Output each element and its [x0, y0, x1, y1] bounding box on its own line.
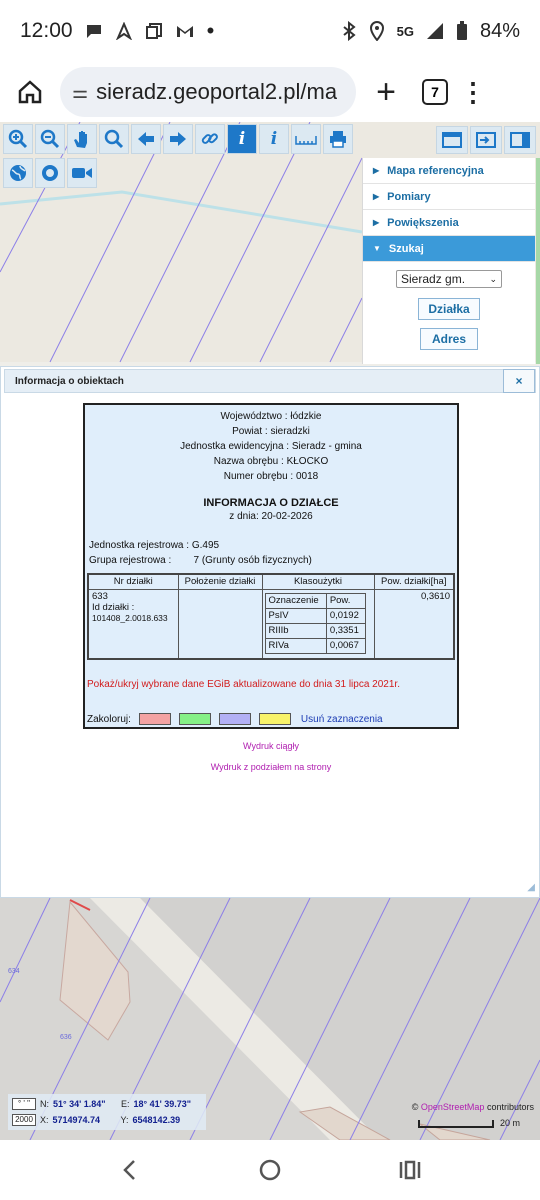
- nav-home-button[interactable]: [240, 1150, 300, 1190]
- panel-item-mapa-referencyjna[interactable]: [363, 158, 535, 184]
- system-nav-bar: [0, 1140, 540, 1200]
- hand-icon: [72, 129, 92, 149]
- clear-selection-link[interactable]: Usuń zaznaczenia: [300, 713, 383, 725]
- target-button[interactable]: [35, 158, 65, 188]
- video-camera-icon: [71, 165, 93, 181]
- epsg-toggle-button[interactable]: 2000: [12, 1114, 36, 1126]
- info-query-button[interactable]: [259, 124, 289, 154]
- back-chevron-icon: [121, 1159, 139, 1181]
- parcel-label-636: 636: [60, 1034, 72, 1041]
- dzialka-button[interactable]: Działka: [418, 298, 480, 320]
- e-label: E:: [121, 1099, 130, 1109]
- browser-toolbar: [0, 62, 540, 122]
- table-row: [88, 589, 454, 659]
- caret-right-icon: ▶: [373, 218, 380, 227]
- zoom-extent-button[interactable]: [99, 124, 129, 154]
- battery-label: 84%: [479, 19, 520, 42]
- arrow-left-icon: [136, 129, 156, 149]
- id-dzialki-label: Id działki :: [92, 601, 135, 613]
- info-dialog: [0, 366, 540, 898]
- battery-icon: [456, 21, 468, 41]
- home-circle-icon: [258, 1158, 282, 1182]
- tab-switcher-button[interactable]: 7: [422, 79, 448, 105]
- coordinates-box: [8, 1094, 206, 1130]
- chat-icon: [85, 22, 103, 40]
- n-value: 51° 34' 1.84": [53, 1099, 106, 1109]
- print-button[interactable]: [323, 124, 353, 154]
- adres-button[interactable]: Adres: [420, 328, 478, 350]
- dock-button[interactable]: [470, 126, 502, 154]
- x-value: 5714974.74: [52, 1115, 101, 1125]
- osm-link[interactable]: OpenStreetMap: [420, 1102, 485, 1112]
- camera-button[interactable]: [67, 158, 97, 188]
- id-dzialki-value: 101408_2.0018.633: [92, 612, 168, 623]
- status-time: 12:00: [20, 19, 73, 42]
- x-label: X:: [40, 1115, 49, 1125]
- map-toolbar: [0, 124, 362, 192]
- target-icon: [40, 163, 60, 183]
- arrow-right-icon: [168, 129, 188, 149]
- dialog-header[interactable]: [4, 369, 536, 393]
- cell-polozenie: [178, 589, 262, 659]
- chevron-down-icon: ⌄: [489, 273, 497, 284]
- panel-item-label: Pomiary: [387, 190, 431, 203]
- dock-icon: [476, 132, 496, 148]
- print-pages-link[interactable]: Wydruk z podziałem na strony: [210, 762, 332, 772]
- dialog-close-button[interactable]: ×: [503, 369, 535, 393]
- gmina-select[interactable]: [396, 270, 502, 288]
- obreb-numer-line: Numer obrębu : 0018: [223, 471, 319, 482]
- card-date: z dnia: 20-02-2026: [229, 511, 313, 522]
- location-icon: [369, 21, 385, 41]
- window-layout-button[interactable]: [436, 126, 468, 154]
- info-query-icon: i: [270, 129, 278, 149]
- measure-button[interactable]: [291, 124, 321, 154]
- card-heading: INFORMACJA O DZIAŁCE: [203, 497, 339, 509]
- search-section: [363, 262, 535, 350]
- print-continuous-link[interactable]: Wydruk ciągły: [243, 741, 299, 751]
- caret-right-icon: ▶: [373, 166, 380, 175]
- sidebar-icon: [510, 132, 530, 148]
- zoom-in-button[interactable]: [3, 124, 33, 154]
- zakoloruj-label: Zakoloruj:: [87, 713, 131, 725]
- klas-row: RIIIb 0,3351: [265, 623, 365, 638]
- dot-icon: •: [206, 18, 215, 43]
- cell-klasouzytki: [262, 589, 374, 659]
- browser-menu-button[interactable]: ⋮: [460, 77, 486, 107]
- color-swatch-green[interactable]: [179, 713, 211, 725]
- y-label: Y:: [120, 1115, 129, 1125]
- obreb-nazwa-line: Nazwa obrębu : KŁOCKO: [213, 456, 329, 467]
- wojewodztwo-line: Województwo : łódzkie: [220, 411, 322, 422]
- nav-back-button[interactable]: [100, 1150, 160, 1190]
- zoom-extent-icon: [104, 129, 124, 149]
- link-button[interactable]: [195, 124, 225, 154]
- klas-header-pow: Pow.: [326, 593, 365, 608]
- zoom-out-button[interactable]: [35, 124, 65, 154]
- printer-icon: [328, 129, 348, 149]
- globe-icon: [8, 163, 28, 183]
- resize-handle-icon[interactable]: ◢: [527, 882, 535, 893]
- panel-item-label: Szukaj: [388, 242, 424, 255]
- col-klasouzytki: Klasoużytki: [262, 574, 374, 589]
- copy-icon: [145, 22, 163, 40]
- panel-item-szukaj[interactable]: [363, 236, 535, 262]
- dms-toggle-button[interactable]: ° ' ": [12, 1098, 36, 1110]
- map-view[interactable]: [0, 122, 540, 1140]
- parcel-info-card: [83, 403, 459, 729]
- gmina-select-value: Sieradz gm.: [401, 272, 466, 286]
- gmail-icon: [175, 22, 195, 40]
- tune-icon[interactable]: ⚌: [72, 81, 89, 102]
- nr-dzialki-value: 633: [92, 590, 108, 602]
- bluetooth-icon: [341, 21, 357, 41]
- zoom-in-icon: [8, 129, 28, 149]
- table-header-row: [88, 574, 454, 589]
- status-bar: [0, 0, 540, 62]
- home-button[interactable]: [0, 62, 60, 122]
- klas-row: RIVa 0,0067: [265, 638, 365, 653]
- color-swatch-yellow[interactable]: [259, 713, 291, 725]
- y-value: 6548142.39: [132, 1115, 181, 1125]
- color-swatch-red[interactable]: [139, 713, 171, 725]
- parcel-label-634: 634: [8, 968, 20, 975]
- color-row: [87, 713, 383, 725]
- powiat-line: Powiat : sieradzki: [232, 426, 310, 437]
- forward-button[interactable]: [163, 124, 193, 154]
- signal-icon: [426, 22, 444, 40]
- klasouzytki-table: [265, 593, 366, 654]
- dialog-title: Informacja o obiektach: [15, 376, 124, 387]
- klas-row: PsIV 0,0192: [265, 608, 365, 623]
- panel-item-pomiary[interactable]: [363, 184, 535, 210]
- pan-button[interactable]: [67, 124, 97, 154]
- map-attribution: © OpenStreetMap contributors: [411, 1102, 534, 1112]
- nav-recents-button[interactable]: [380, 1150, 440, 1190]
- caret-right-icon: ▶: [373, 192, 380, 201]
- col-nr-dzialki: Nr działki: [88, 574, 178, 589]
- home-icon: [17, 79, 43, 105]
- panel-item-label: Mapa referencyjna: [387, 164, 484, 177]
- col-polozenie: Położenie działki: [178, 574, 262, 589]
- back-button[interactable]: [131, 124, 161, 154]
- jednostka-rejestrowa: Jednostka rejestrowa : G.495: [89, 540, 220, 551]
- e-value: 18° 41' 39.73": [133, 1099, 192, 1109]
- klas-header-oznaczenie: Oznaczenie: [265, 593, 326, 608]
- ruler-icon: [295, 132, 317, 146]
- panel-item-label: Powiększenia: [387, 216, 459, 229]
- navigation-icon: [115, 22, 133, 40]
- new-tab-button[interactable]: +: [376, 73, 396, 111]
- address-bar[interactable]: [60, 67, 356, 117]
- sidebar-toggle-button[interactable]: [504, 126, 536, 154]
- scale-label: 20 m: [500, 1118, 521, 1128]
- jednostka-line: Jednostka ewidencyjna : Sieradz - gmina: [180, 441, 362, 452]
- scale-bar: [418, 1120, 494, 1128]
- n-label: N:: [40, 1099, 49, 1109]
- grupa-rejestrowa: Grupa rejestrowa : 7 (Grunty osób fizycznych): [89, 555, 312, 566]
- cell-nr: [88, 589, 178, 659]
- network-label: 5G: [396, 23, 414, 39]
- url-text: sieradz.geoportal2.pl/ma: [96, 79, 338, 104]
- window-icon: [442, 132, 462, 148]
- panel-item-powiekszenia[interactable]: [363, 210, 535, 236]
- zoom-out-icon: [40, 129, 60, 149]
- info-button[interactable]: i: [227, 124, 257, 154]
- col-pow-dzialki: Pow. działki[ha]: [374, 574, 454, 589]
- cell-pow: 0,3610: [374, 589, 454, 659]
- recents-icon: [398, 1159, 422, 1181]
- globe-button[interactable]: [3, 158, 33, 188]
- link-icon: [200, 129, 220, 149]
- egib-toggle-link[interactable]: Pokaż/ukryj wybrane dane EGiB aktualizowane do dnia 31 lipca 2021r.: [87, 679, 400, 690]
- caret-down-icon: ▼: [373, 244, 381, 253]
- color-swatch-purple[interactable]: [219, 713, 251, 725]
- parcel-table: [87, 573, 455, 660]
- side-panel: [362, 158, 535, 364]
- map-toolbar-right: [436, 126, 536, 154]
